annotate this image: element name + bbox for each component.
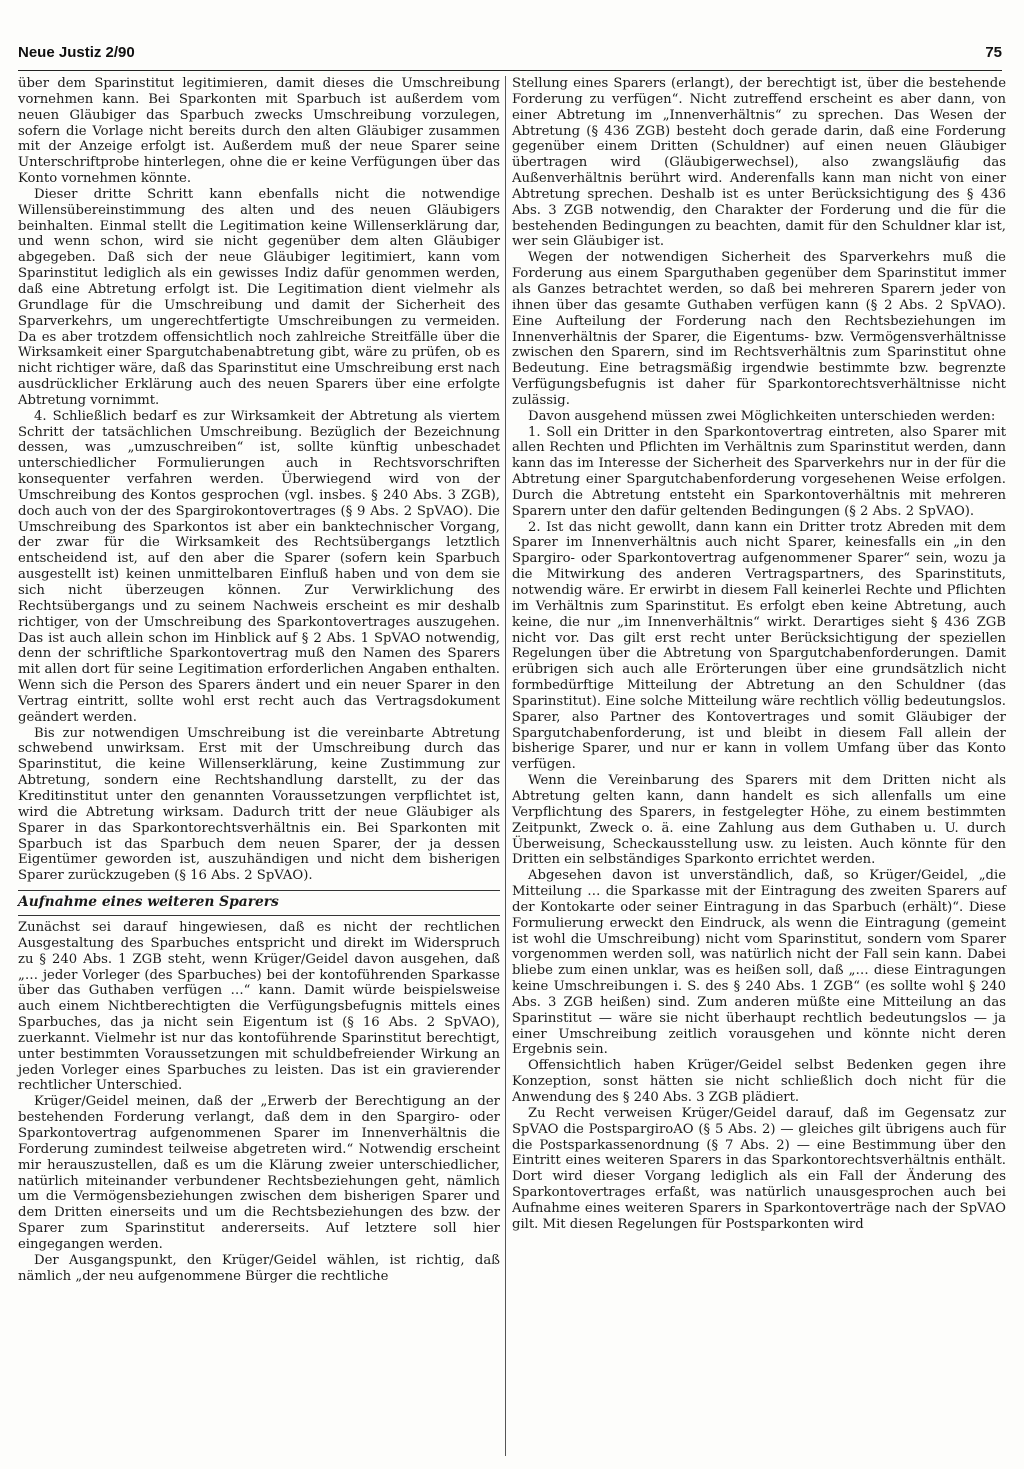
- paragraph: Bis zur notwendigen Umschreibung ist die vereinbarte Abtretung schwebend unwirksam. Erst mit der Umschreibung durch das Sparinstitut, die keine Willenserklärung, keine Zustimmung zur Abtretung, sondern eine Rechtshandlung darstellt, zu der das Kreditinstitut unter den genannten Voraussetzungen verpflichtet ist, wird die Abtretung wirksam. Dadurch tritt der neue Gläubiger als Sparer in das Sparkontorechtsverhältnis ein. Bei Sparkonten mit Sparbuch ist das Sparbuch dem neuen Sparer, der ja dessen Eigentümer geworden ist, auszuhändigen und nicht dem bisherigen Sparer zurückzugeben (§ 16 Abs. 2 SpVAO).: [18, 725, 500, 884]
- running-head: [18, 44, 1002, 66]
- paragraph: 4. Schließlich bedarf es zur Wirksamkeit der Abtretung als viertem Schritt der tatsächlichen Umschreibung. Bezüglich der Bezeichnung dessen, was „umzuschreiben“ ist, sollte künftig unbeschadet unterschiedlicher Formulierungen auch in Rechtsvorschriften konsequenter verfahren werden. Überwiegend wird von der Umschreibung des Kontos gesprochen (vgl. insbes. § 240 Abs. 3 ZGB), doch auch von der des Spargirokontovertrages (§ 9 Abs. 2 SpVAO). Die Umschreibung des Sparkontos ist aber ein banktechnischer Vorgang, der zwar für die Wirksamkeit des Rechtsübergangs letztlich entscheidend ist, auf den aber die Sparer (sofern kein Sparbuch ausgestellt ist) keinen unmittelbaren Einfluß haben und von dem sie sich nicht überzeugen können. Zur Verwirklichung des Rechtsübergangs und zu seinem Nachweis erscheint es mir deshalb richtiger, von der Umschreibung des Sparkontovertrages auszugehen. Das ist auch allein schon im Hinblick auf § 2 Abs. 1 SpVAO notwendig, denn der schriftliche Sparkontovertrag muß den Namen des Sparers mit allen dort für seine Legitimation erforderlichen Angaben enthalten. Wenn sich die Person des Sparers ändert und ein neuer Sparer in den Vertrag eintritt, sollte wohl erst recht auch das Vertragsdokument geändert werden.: [18, 408, 500, 725]
- page-number: 75: [985, 44, 1002, 61]
- section-rule: [18, 890, 500, 891]
- paragraph: Wenn die Vereinbarung des Sparers mit dem Dritten nicht als Abtretung gelten kann, dann handelt es sich allenfalls um eine Verpflichtung des Sparers, in festgelegter Höhe, zu einem bestimmten Zeitpunkt, Zweck o. ä. eine Zahlung aus dem Guthaben u. U. durch Überweisung, Scheckausstellung usw. zu leisten. Auch könnte für den Dritten ein selbständiges Sparkonto errichtet werden.: [512, 773, 1006, 868]
- paragraph: über dem Sparinstitut legitimieren, damit dieses die Umschreibung vornehmen kann. Bei Sparkonten mit Sparbuch ist außerdem vom neuen Gläubiger das Sparbuch zwecks Umschreibung vorzulegen, sofern die Vorlage nicht bereits durch den alten Gläubiger zusammen mit der Anzeige erfolgt ist. Außerdem muß der neue Sparer seine Unterschriftprobe hinterlegen, ohne die er keine Verfügungen über das Konto vornehmen könnte.: [18, 76, 500, 187]
- right-column: [512, 76, 1006, 1233]
- paragraph: Davon ausgehend müssen zwei Möglichkeiten unterschieden werden:: [528, 408, 996, 424]
- paragraph: Krüger/Geidel meinen, daß der „Erwerb der Berechtigung an der bestehenden Forderung verlangt, daß dem in den Spargiro- oder Sparkontovertrag aufgenommenen Sparer im Innenverhältnis die Forderung zumindest teilweise abgetreten wird.“ Notwendig erscheint mir herauszustellen, daß es um die Klärung zweier unterschiedlicher, natürlich miteinander verbundener Rechtsbeziehungen geht, nämlich um die Vermögensbeziehungen zwischen dem bisherigen Sparer und dem Dritten einerseits und um die Rechtsbeziehungen des bzw. der Sparer zum Sparinstitut andererseits. Auf letztere soll hier eingegangen werden.: [18, 1094, 500, 1252]
- header-rule: [18, 70, 1002, 71]
- paragraph: Offensichtlich haben Krüger/Geidel selbst Bedenken gegen ihre Konzeption, sonst hätten sie nicht schließlich doch nicht für die Anwendung des § 240 Abs. 3 ZGB plädiert.: [512, 1058, 1006, 1105]
- left-column: [18, 76, 500, 1284]
- journal-title: Neue Justiz 2/90: [18, 44, 135, 61]
- paragraph: Wegen der notwendigen Sicherheit des Sparverkehrs muß die Forderung aus einem Sparguthaben gegenüber dem Sparinstitut immer als Ganzes betrachtet werden, so daß bei mehreren Sparern jeder von ihnen über das gesamte Guthaben verfügen kann (§ 2 Abs. 2 SpVAO). Eine Aufteilung der Forderung nach den Rechtsbeziehungen im Innenverhältnis der Sparer, die Eigentums- bzw. Vermögensverhältnisse zwischen den Sparern, sind im Rechtsverhältnis zum Sparinstitut ohne Bedeutung. Eine betragsmäßig irgendwie bestimmte bzw. begrenzte Verfügungsbefugnis ist daher für Sparkontorechtsverhältnisse nicht zulässig.: [512, 250, 1006, 408]
- paragraph: Zunächst sei darauf hingewiesen, daß es nicht der rechtlichen Ausgestaltung des Sparbuches entspricht und direkt im Widerspruch zu § 240 Abs. 1 ZGB steht, wenn Krüger/Geidel davon ausgehen, daß „… jeder Vorleger (des Sparbuches) bei der kontoführenden Sparkasse über das Guthaben verfügen …“ kann. Damit würde beispielsweise auch einem Nichtberechtigten die Verfügungsbefugnis mittels eines Sparbuches, das ja nicht sein Eigentum ist (§ 16 Abs. 2 SpVAO), zuerkannt. Vielmehr ist nur das kontoführende Sparinstitut berechtigt, unter bestimmten Voraussetzungen mit schuldbefreiender Wirkung an jeden Vorleger eines Sparbuches zu leisten. Das ist ein gravierender rechtlicher Unterschied.: [18, 920, 500, 1094]
- paragraph: 1. Soll ein Dritter in den Sparkontovertrag eintreten, also Sparer mit allen Rechten und Pflichten im Verhältnis zum Sparinstitut werden, dann kann das im Interesse der Sicherheit des Sparverkehrs nur in der für die Abtretung einer Spargutchabenforderung vorgesehenen Weise erfolgen. Durch die Abtretung entsteht ein Sparkontoverhältnis mit mehreren Sparern unter den dafür geltenden Bedingungen (§ 2 Abs. 2 SpVAO).: [512, 424, 1006, 519]
- paragraph: Zu Recht verweisen Krüger/Geidel darauf, daß im Gegensatz zur SpVAO die PostspargiroAO (§ 5 Abs. 2) — gleiches gilt übrigens auch für die Postsparkassenordnung (§ 7 Abs. 2) — eine Bestimmung über den Eintritt eines weiteren Sparers in das Sparkontorechtsverhältnis enthält. Dort wird dieser Vorgang lediglich als ein Fall der Änderung des Sparkontovertrages erfaßt, was natürlich unausgesprochen auch bei Aufnahme eines weiteren Sparers in Sparkontoverträge nach der SpVAO gilt. Mit diesen Regelungen für Postsparkonten wird: [512, 1105, 1006, 1232]
- paragraph: Abgesehen davon ist unverständlich, daß, so Krüger/Geidel, „die Mitteilung … die Sparkasse mit der Eintragung des zweiten Sparers auf der Kontokarte oder seiner Eintragung in das Sparbuch (erhält)“. Diese Formulierung erweckt den Eindruck, als wenn die Eintragung (gemeint ist wohl die Umschreibung) nicht vom Sparinstitut, sondern vom Sparer vorgenommen werden soll, was natürlich nicht der Fall sein kann. Dabei bliebe zum einen unklar, was es heißen soll, daß „… diese Eintragungen keine Umschreibungen i. S. des § 240 Abs. 1 ZGB“ (es sollte wohl § 240 Abs. 3 ZGB heißen) sind. Zum anderen müßte eine Mitteilung an das Sparinstitut — wäre sie nicht überhaupt rechtlich bedeutungslos — ja einer Umschreibung zeitlich vorausgehen und könnte nicht deren Ergebnis sein.: [512, 868, 1006, 1058]
- paragraph: Der Ausgangspunkt, den Krüger/Geidel wählen, ist richtig, daß nämlich „der neu aufgenommene Bürger die rechtliche: [18, 1252, 500, 1284]
- column-divider: [505, 76, 506, 1456]
- section-heading: Aufnahme eines weiteren Sparers: [18, 894, 500, 916]
- paragraph: Stellung eines Sparers (erlangt), der berechtigt ist, über die bestehende Forderung zu verfügen“. Nicht zutreffend erscheint es aber dann, von einer Abtretung im „Innenverhältnis“ zu sprechen. Das Wesen der Abtretung (§ 436 ZGB) besteht doch gerade darin, daß eine Forderung gegenüber einem Dritten (Schuldner) auf einen neuen Gläubiger übertragen wird (Gläubigerwechsel), also zwangsläufig das Außenverhältnis berührt wird. Anderenfalls kann man nicht von einer Abtretung sprechen. Deshalb ist es unter Berücksichtigung des § 436 Abs. 3 ZGB notwendig, den Charakter der Forderung und die für die bestehenden Bedingungen zu beachten, damit für den Schuldner klar ist, wer sein Gläubiger ist.: [512, 76, 1006, 250]
- paragraph: Dieser dritte Schritt kann ebenfalls nicht die notwendige Willensübereinstimmung des alten und des neuen Gläubigers beinhalten. Einmal stellt die Legitimation keine Willenserklärung dar, und wenn schon, wird sie nicht gegenüber dem alten Gläubiger abgegeben. Daß sich der neue Gläubiger legitimiert, kann vom Sparinstitut lediglich als ein gewisses Indiz dafür genommen werden, daß eine Abtretung erfolgt ist. Die Legitimation dient vielmehr als Grundlage für die Umschreibung und damit der Sicherheit des Sparverkehrs, um ungerechtfertigte Umschreibungen zu vermeiden. Da es aber trotzdem offensichtlich noch zahlreiche Streitfälle über die Wirksamkeit einer Spargutchabenabtretung gibt, wäre zu prüfen, ob es nicht richtiger wäre, daß das Sparinstitut eine Umschreibung erst nach ausdrücklicher Erklärung auch des neuen Sparers über eine erfolgte Abtretung vornimmt.: [18, 186, 500, 408]
- paragraph: 2. Ist das nicht gewollt, dann kann ein Dritter trotz Abreden mit dem Sparer im Innenverhältnis auch nicht Sparer, keinesfalls ein „in den Spargiro- oder Sparkontovertrag aufgenommener Sparer“ sein, wozu ja die Mitwirkung des anderen Vertragspartners, des Sparinstituts, notwendig wäre. Er erwirbt in diesem Fall keinerlei Rechte und Pflichten im Verhältnis zum Sparinstitut. Es erfolgt eben keine Abtretung, auch keine, die nur „im Innenverhältnis“ wirkt. Derartiges sieht § 436 ZGB nicht vor. Das gilt erst recht unter Berücksichtigung der speziellen Regelungen über die Abtretung von Spargutchabenforderungen. Damit erübrigen sich auch alle Erörterungen über eine grundsätzlich nicht formbedürftige Mitteilung der Abtretung an den Schuldner (das Sparinstitut). Eine solche Mitteilung wäre rechtlich völlig bedeutungslos. Sparer, also Partner des Kontovertrages und somit Gläubiger der Spargutchabenforderung, ist und bleibt in diesem Fall allein der bisherige Sparer, und nur er kann in vollem Umfang über das Konto verfügen.: [512, 519, 1006, 773]
